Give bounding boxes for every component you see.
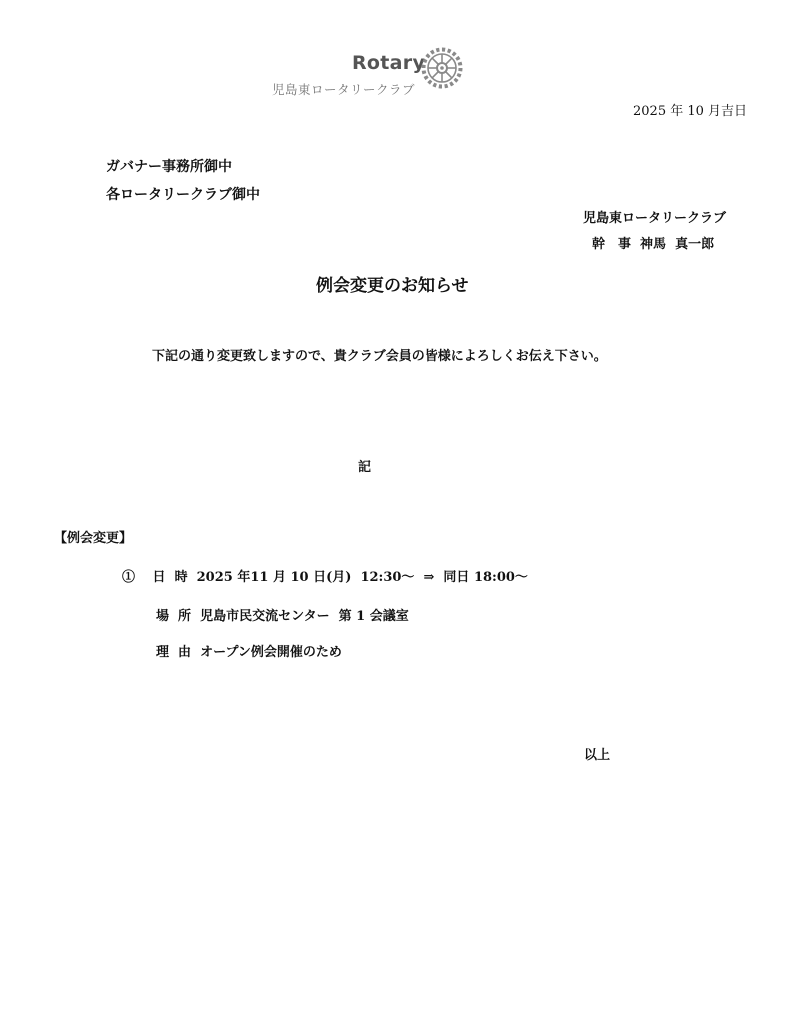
item-venue: 場 所 児島市民交流センター 第 1 会議室 [156,609,409,624]
ki-marker: 記 [358,460,372,475]
body-text: 下記の通り変更致しますので、貴クラブ会員の皆様によろしくお伝え下さい。 [152,349,607,364]
item-reason: 理 由 オープン例会開催のため [156,645,342,660]
document-title: 例会変更のお知らせ [316,276,469,296]
sender-officer: 幹 事 神馬 真一郎 [592,237,715,252]
rotary-wordmark: Rotary [352,52,426,74]
section-heading: 【例会変更】 [54,531,133,546]
item-datetime: ① 日 時 2025 年11 月 10 日(月) 12:30～ ⇒ 同日 18:00～ [122,570,528,585]
recipient-governor-office: ガバナー事務所御中 [106,159,232,175]
rotary-wheel-icon [420,46,464,90]
closing-mark: 以上 [584,748,611,763]
letter-date: 2025 年 10 月吉日 [633,104,748,119]
logo-club-name: 児島東ロータリークラブ [272,82,416,97]
sender-club: 児島東ロータリークラブ [583,211,727,226]
recipient-rotary-clubs: 各ロータリークラブ御中 [106,187,260,203]
